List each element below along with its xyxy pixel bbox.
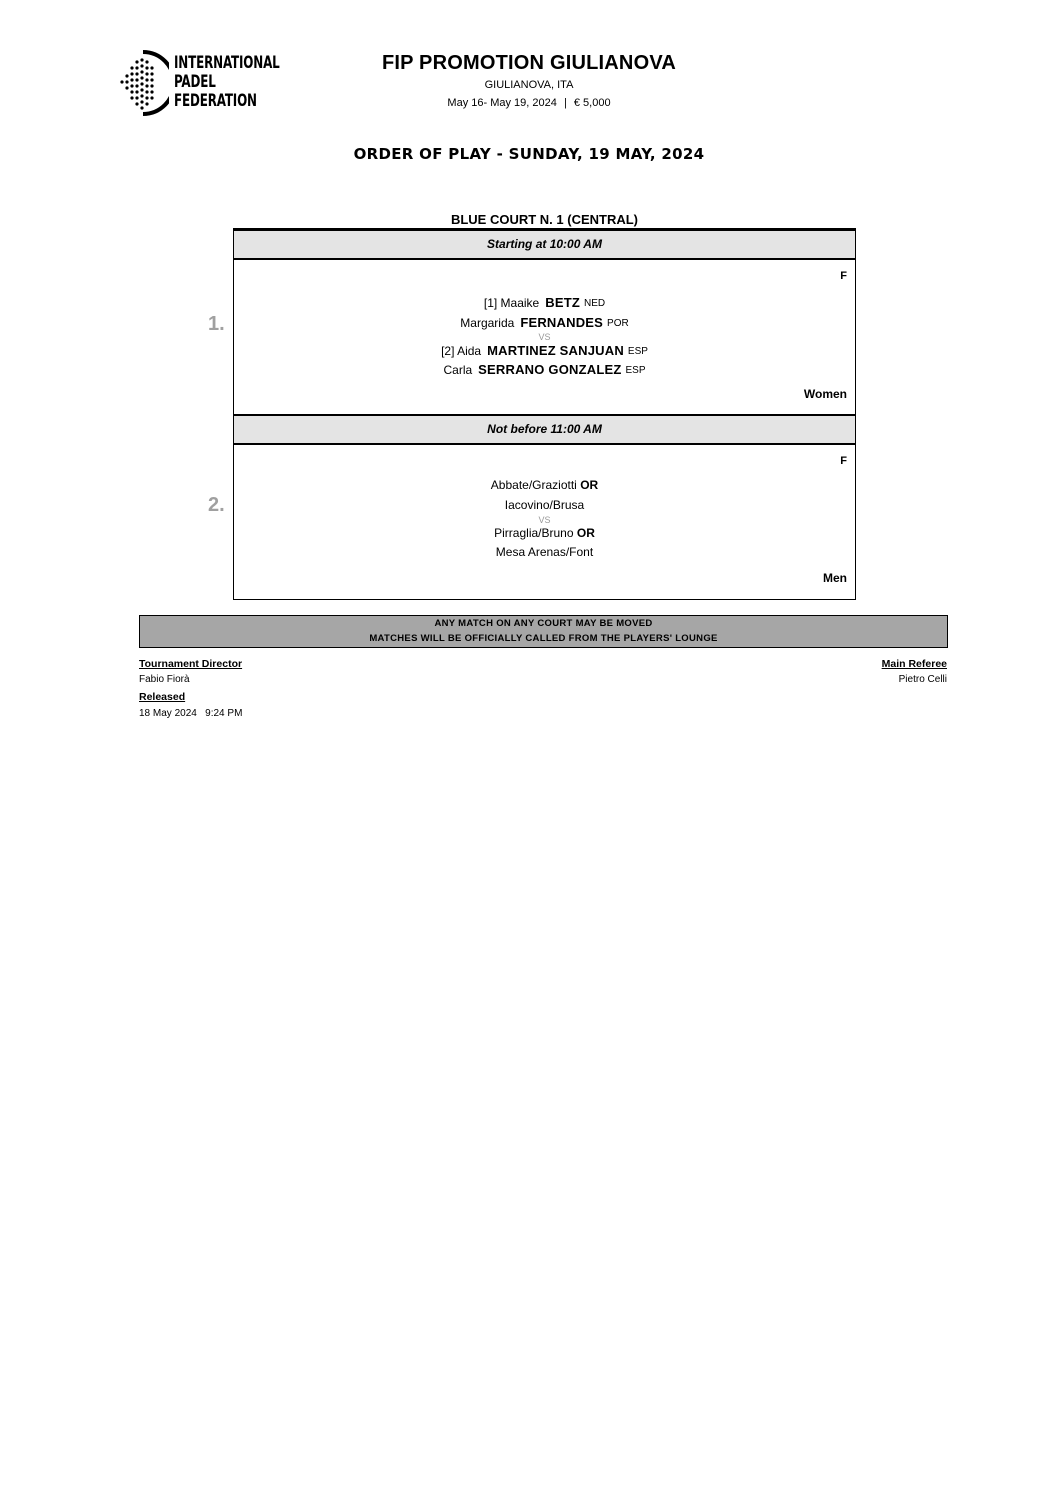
player-line [234, 343, 855, 358]
notice-line: ANY MATCH ON ANY COURT MAY BE MOVED [434, 618, 653, 629]
notice-banner [139, 615, 948, 648]
or-label: OR [580, 478, 599, 492]
main-referee-name: Pietro Celli [898, 674, 947, 685]
prize-money: € 5,000 [573, 97, 611, 109]
player-first-name: Carla [443, 363, 473, 377]
player-surname: BETZ [545, 295, 580, 310]
tournament-location: GIULIANOVA, ITA [484, 79, 574, 91]
player-nationality: ESP [627, 346, 648, 357]
player-line [234, 478, 855, 492]
logo-line: PADEL [174, 72, 216, 92]
match-block [234, 260, 855, 413]
tournament-dates [0, 97, 1058, 109]
order-of-play-heading: ORDER OF PLAY - SUNDAY, 19 MAY, 2024 [353, 145, 705, 163]
tournament-director-name: Fabio Fiorà [139, 674, 190, 685]
versus-label: VS [538, 515, 551, 525]
team-name: Pirraglia/Bruno [494, 526, 574, 540]
player-nationality: NED [583, 298, 606, 309]
court-schedule-table [233, 228, 856, 600]
category-label: Men [823, 571, 847, 585]
player-nationality: ESP [625, 365, 646, 376]
released-label: Released [139, 691, 186, 703]
round-label: F [840, 455, 847, 467]
team-name: Mesa Arenas/Font [495, 545, 594, 559]
player-line [234, 295, 855, 310]
player-line [234, 362, 855, 377]
player-surname: SERRANO GONZALEZ [478, 362, 622, 377]
player-nationality: POR [607, 318, 629, 329]
player-line [234, 315, 855, 330]
player-line [234, 545, 855, 559]
match-time: Not before 11:00 AM [234, 414, 855, 445]
dates-separator: | [563, 97, 567, 109]
main-referee-label: Main Referee [881, 658, 947, 670]
or-label: OR [576, 526, 595, 540]
logo-line: FEDERATION [174, 91, 257, 111]
court-name: BLUE COURT N. 1 (CENTRAL) [450, 212, 639, 227]
versus-label: VS [538, 332, 551, 342]
player-first-name: [1] Maaike [483, 296, 540, 310]
category-label: Women [803, 387, 847, 401]
player-first-name: Margarida [460, 316, 515, 330]
round-label: F [840, 270, 847, 282]
notice-line: MATCHES WILL BE OFFICIALLY CALLED FROM THE PLAYERS' LOUNGE [369, 633, 718, 644]
team-name: Iacovino/Brusa [504, 498, 585, 512]
team-name: Abbate/Graziotti [490, 478, 577, 492]
player-surname: FERNANDES [520, 315, 604, 330]
logo-line: INTERNATIONAL [174, 53, 280, 73]
match-number: 1. [208, 313, 225, 335]
released-timestamp: 18 May 2024 9:24 PM [139, 708, 243, 719]
tournament-title: FIP PROMOTION GIULIANOVA [381, 52, 677, 74]
tournament-director-label: Tournament Director [139, 658, 243, 670]
match-time: Starting at 10:00 AM [234, 231, 855, 260]
match-block [234, 445, 855, 598]
player-line [234, 498, 855, 512]
match-number: 2. [208, 494, 225, 516]
dates-text: May 16- May 19, 2024 [447, 97, 557, 109]
player-line [234, 526, 855, 540]
player-surname: MARTINEZ SANJUAN [487, 343, 624, 358]
player-first-name: [2] Aida [441, 344, 482, 358]
